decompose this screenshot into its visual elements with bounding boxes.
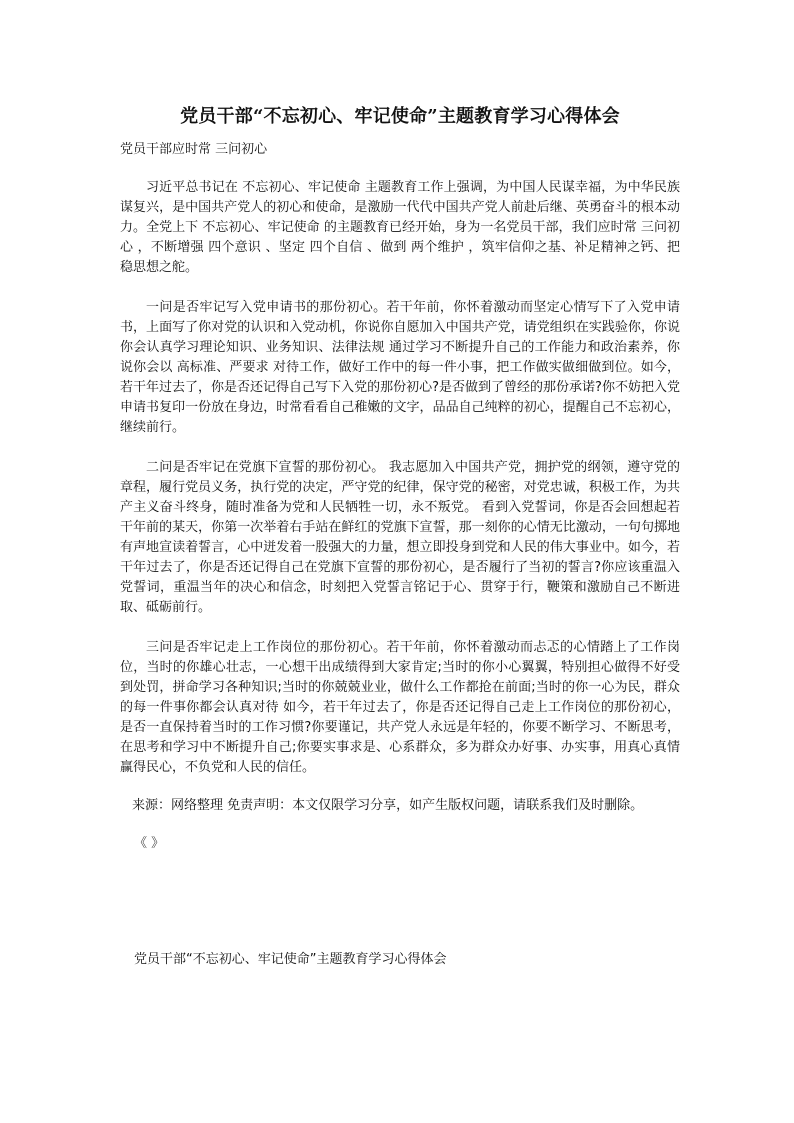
paragraph-intro: 习近平总书记在 不忘初心、牢记使命 主题教育工作上强调，为中国人民谋幸福，为中华民族谋复兴，是中国共产党人的初心和使命，是激励一代代中国共产党人前赴后继、英勇奋斗的根本动力。全党上下 不忘初心、牢记使命 的主题教育已经开始，身为一名党员干部，我们应时常 三问初心 ，不断增强 四个意识 、坚定 四个自信 、做到 两个维护 ，筑牢信仰之基、补足精神之钙、把稳思想之舵。 [120, 180, 680, 275]
page-subtitle: 党员干部应时常 三问初心 [120, 142, 268, 157]
document-body [120, 104, 680, 854]
page-title: 党员干部“不忘初心、牢记使命”主题教育学习心得体会 [180, 106, 620, 127]
paragraph-first-question: 一问是否牢记写入党申请书的那份初心。若干年前，你怀着激动而坚定心情写下了入党申请书，上面写了你对党的认识和入党动机，你说你自愿加入中国共产党，请党组织在实践验你，你说你会认真学习理论知识、业务知识、法律法规 通过学习不断提升自己的工作能力和政治素养，你说你会以 高标准、严要求 对待工作，做好工作中的每一件小事，把工作做实做细做到位。如今，若干年过去了，你是否还记得自己写下入党的那份初心?是否做到了曾经的那份承诺?你不妨把入党申请书复印一份放在身边，时常看看自己稚嫩的文字，品品自己纯粹的初心，提醒自己不忘初心，继续前行。 [120, 300, 680, 435]
prev-next-nav[interactable]: 《 》 [134, 836, 165, 851]
paragraph-third-question: 三问是否牢记走上工作岗位的那份初心。若干年前，你怀着激动而忐忑的心情踏上了工作岗位，当时的你雄心壮志，一心想干出成绩得到大家肯定;当时的你小心翼翼，特别担心做得不好受到处罚，拼命学习各种知识;当时的你兢兢业业，做什么工作都抢在前面;当时的你一心为民，群众的每一件事你都会认真对待 如今，若干年过去了，你是否还记得自己走上工作岗位的那份初心，是否一直保持着当时的工作习惯?你要谨记，共产党人永远是年轻的，你要不断学习、不断思考，在思考和学习中不断提升自己;你要实事求是、心系群众，多为群众办好事、办实事，用真心真情赢得民心，不负党和人民的信任。 [120, 640, 680, 775]
related-article-link[interactable]: 党员干部“不忘初心、牢记使命”主题教育学习心得体会 [134, 952, 447, 967]
source-disclaimer: 来源：网络整理 免责声明：本文仅限学习分享，如产生版权问题，请联系我们及时删除。 [132, 798, 644, 813]
paragraph-second-question: 二问是否牢记在党旗下宣誓的那份初心。 我志愿加入中国共产党，拥护党的纲领，遵守党的章程，履行党员义务，执行党的决定，严守党的纪律，保守党的秘密，对党忠诚，积极工作，为共产主义奋斗终身，随时准备为党和人民牺牲一切，永不叛党。 看到入党誓词，你是否会回想起若干年前的某天，你第一次举着右手站在鲜红的党旗下宣誓，那一刻你的心情无比激动，一句句掷地有声地宣读着誓言，心中迸发着一股强大的力量，想立即投身到党和人民的伟大事业中。如今，若干年过去了，你是否还记得自己在党旗下宣誓的那份初心，是否履行了当初的誓言?你应该重温入党誓词，重温当年的决心和信念，时刻把入党誓言铭记于心、贯穿于行，鞭策和激励自己不断进取、砥砺前行。 [120, 460, 680, 615]
